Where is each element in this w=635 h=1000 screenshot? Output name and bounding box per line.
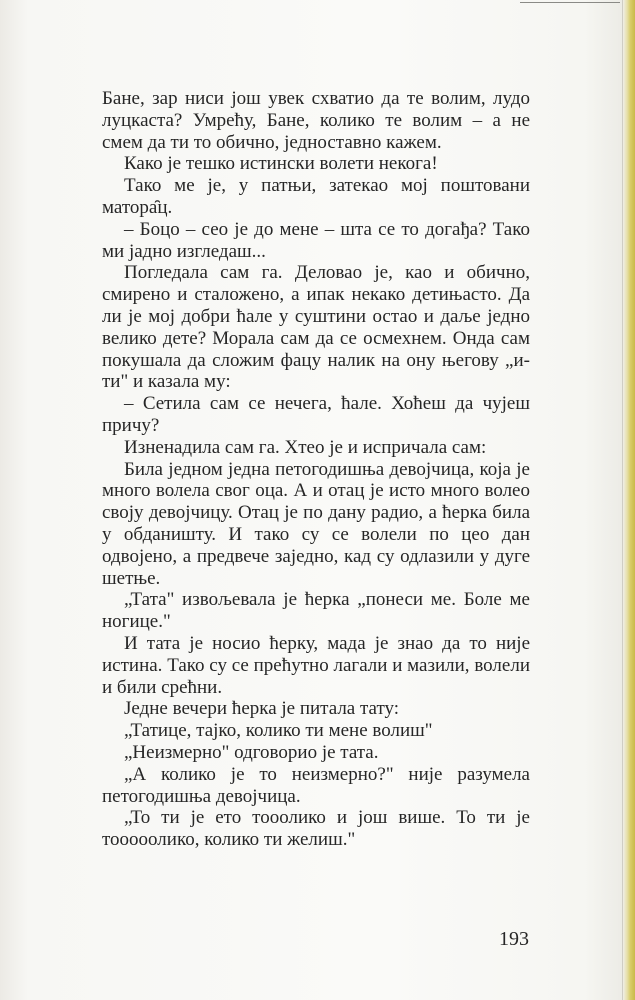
paragraph: И тата је носио ћерку, мада је знао да то није истина. Тако су се прећутно лагали и мазили, волели и били срећни. <box>102 632 530 698</box>
paragraph: Како је тешко истински волети некога! <box>124 153 438 175</box>
body-text <box>102 88 530 851</box>
paragraph: „Татице, тајко, колико ти мене волиш" <box>124 720 433 742</box>
paragraph: – Боцо – сео је до мене – шта се то догађа? Тако ми јадно изгледаш... <box>102 218 530 262</box>
page-number: 193 <box>499 928 529 950</box>
top-edge-rule <box>520 2 620 3</box>
paragraph: Једне вечери ћерка је питала тату: <box>124 698 400 720</box>
paragraph: – Сетила сам се нечега, ћале. Хоћеш да чујеш причу? <box>102 393 530 436</box>
paragraph: „Тата" извољевала је ћерка „понеси ме. Боле ме ногице." <box>102 589 530 633</box>
paragraph: „То ти је ето тооолико и још више. То ти је тооооолико, колико ти желиш." <box>102 807 530 851</box>
paragraph: „А колико је то неизмерно?" није разумела петогодишња девојчица. <box>102 763 530 807</box>
paragraph: Тако ме је, у патњи, затекао мој поштовани матора̑ц. <box>102 175 530 218</box>
paragraph: Изненадила сам га. Хтео је и испричала сам: <box>124 436 487 458</box>
page-edge-shadow <box>623 0 635 1000</box>
paragraph: Била једном једна петогодишња девојчица, која је много волела свог оца. А и отац је исто много волео своју девојчицу. Отац је по дану радио, а ћерка била у обданишту. И тако су се волели по цео дан одвојено, а предвече заједно, кад су одлазили у дуге шетње. <box>102 458 530 589</box>
paragraph: Погледала сам га. Деловао је, као и обично, смирено и сталожено, а ипак некако детињасто. Да ли је мој добри ћале у суштини остао и даље једно велико дете? Морала сам да се осмехнем. Онда сам покушала да сложим фацу налик на ону његову „и-ти" и казала му: <box>102 262 530 393</box>
paragraph: „Неизмерно" одговорио је тата. <box>124 741 379 763</box>
paragraph: Бане, зар ниси још увек схватио да те волим, лудо луцкаста? Умрећу, Бане, колико те волим – а не смем да ти то обично, једноставно кажем. <box>102 88 530 153</box>
